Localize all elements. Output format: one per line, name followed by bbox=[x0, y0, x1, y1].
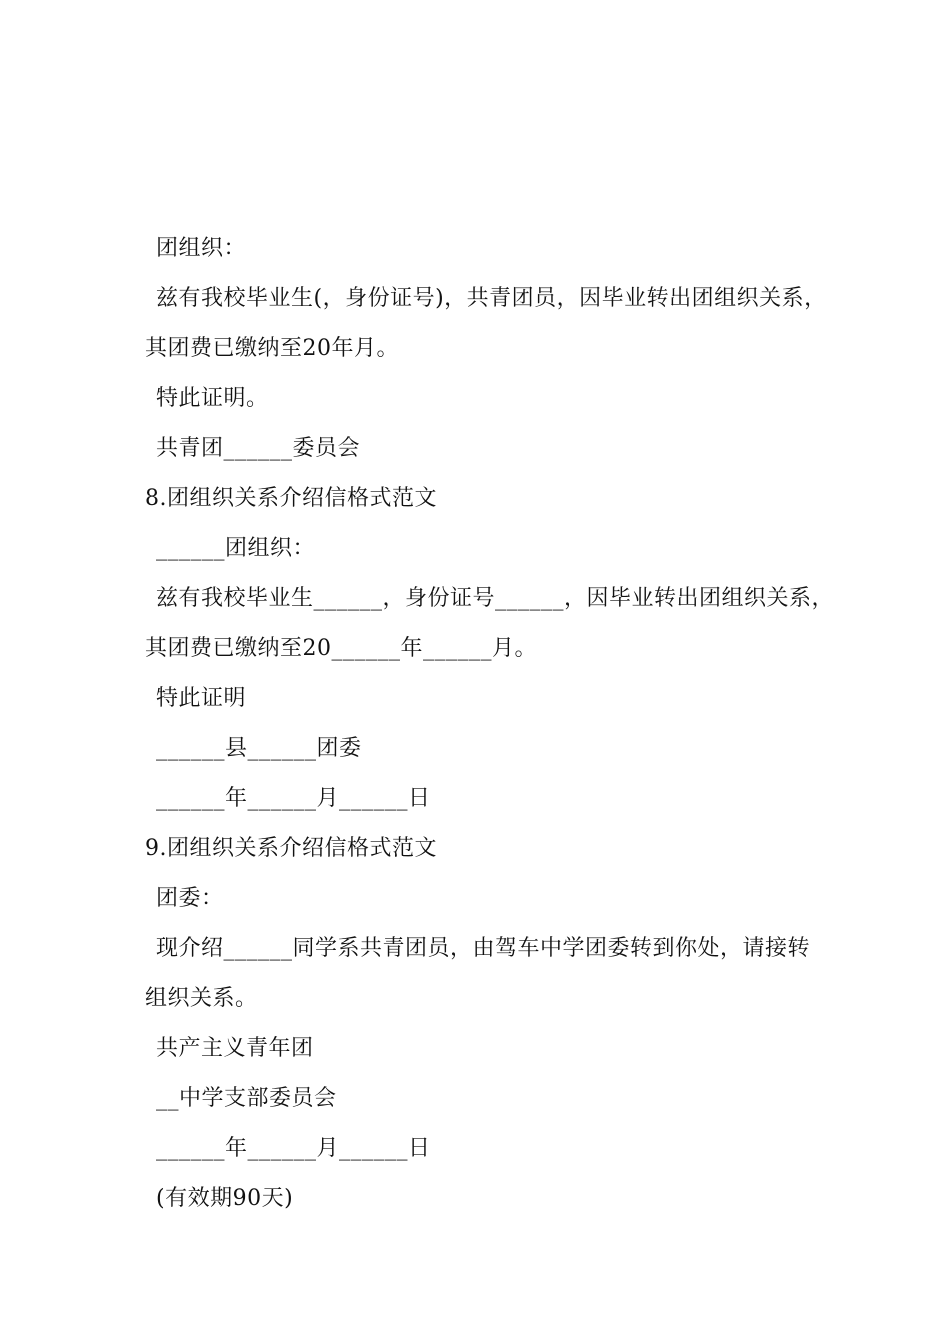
body-line: 现介绍______同学系共青团员，由驾车中学团委转到你处，请接转 bbox=[156, 936, 811, 961]
signature-line: 共产主义青年团 bbox=[156, 1036, 314, 1061]
section-heading-8: 8.团组织关系介绍信格式范文 bbox=[145, 486, 437, 511]
body-line: 兹有我校毕业生(，身份证号)，共青团员，因毕业转出团组织关系， bbox=[156, 286, 827, 311]
signature-line: __中学支部委员会 bbox=[156, 1086, 337, 1111]
signature-line: 共青团______委员会 bbox=[156, 436, 361, 461]
date-line: ______年______月______日 bbox=[156, 1136, 431, 1161]
signature-line: ______县______团委 bbox=[156, 736, 362, 761]
body-line-continued: 其团费已缴纳至20年月。 bbox=[145, 336, 399, 361]
certification-line: 特此证明。 bbox=[156, 386, 269, 411]
salutation-line: 团委： bbox=[156, 886, 224, 911]
salutation-line: 团组织： bbox=[156, 236, 247, 261]
body-line-continued: 其团费已缴纳至20______年______月。 bbox=[145, 636, 537, 661]
validity-note: (有效期90天) bbox=[156, 1186, 294, 1211]
date-line: ______年______月______日 bbox=[156, 786, 431, 811]
body-line-continued: 组织关系。 bbox=[145, 986, 258, 1011]
certification-line: 特此证明 bbox=[156, 686, 247, 711]
salutation-line: ______团组织： bbox=[156, 536, 316, 561]
section-heading-9: 9.团组织关系介绍信格式范文 bbox=[145, 836, 437, 861]
body-line: 兹有我校毕业生______，身份证号______，因毕业转出团组织关系， bbox=[156, 586, 835, 611]
